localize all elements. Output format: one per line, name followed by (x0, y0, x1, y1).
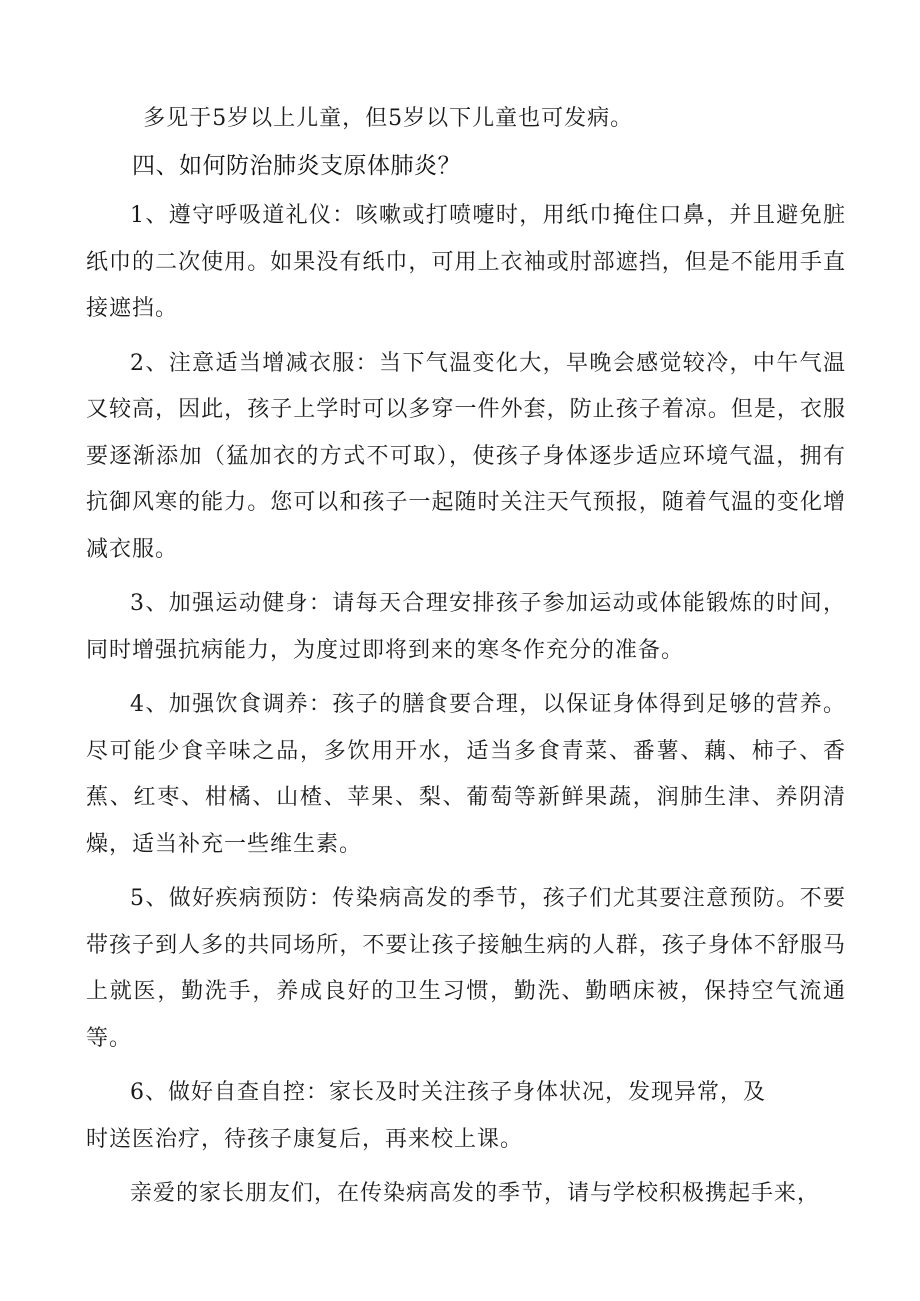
paragraph-6-line-1: 6、做好自查自控：家长及时关注孩子身体状况，发现异常，及 (130, 1080, 766, 1105)
closing-paragraph: 亲爱的家长朋友们，在传染病高发的季节，请与学校积极携起手来， (130, 1181, 821, 1206)
paragraph-6-line-2: 时送医治疗，待孩子康复后，再来校上课。 (86, 1126, 524, 1152)
paragraph-3: 3、加强运动健身：请每天合理安排孩子参加运动或体能锻炼的时间，同时增强抗病能力，为度过即将到来的寒冬作充分的准备。 (86, 591, 846, 663)
intro-paragraph: 多见于5岁以上儿童，但5岁以下儿童也可发病。 (143, 106, 634, 131)
section-heading: 四、如何防治肺炎支原体肺炎？ (132, 152, 461, 179)
paragraph-5: 5、做好疾病预防：传染病高发的季节，孩子们尤其要注意预防。不要带孩子到人多的共同场所，不要让孩子接触生病的人群，孩子身体不舒服马上就医，勤洗手，养成良好的卫生习惯，勤洗、勤晒床被，保持空气流通等。 (86, 886, 846, 1051)
paragraph-2: 2、注意适当增减衣服：当下气温变化大，早晚会感觉较冷，中午气温又较高，因此，孩子上学时可以多穿一件外套，防止孩子着凉。但是，衣服要逐渐添加（猛加衣的方式不可取），使孩子身体逐步适应环境气温，拥有抗御风寒的能力。您可以和孩子一起随时关注天气预报，随着气温的变化增减衣服。 (86, 350, 846, 562)
document-body (86, 96, 846, 1218)
paragraph-4: 4、加强饮食调养：孩子的膳食要合理，以保证身体得到足够的营养。尽可能少食辛味之品，多饮用开水，适当多食青菜、番薯、藕、柿子、香蕉、红枣、柑橘、山楂、苹果、梨、葡萄等新鲜果蔬，润肺生津、养阴清燥，适当补充一些维生素。 (86, 692, 846, 857)
paragraph-1: 1、遵守呼吸道礼仪：咳嗽或打喷嚏时，用纸巾掩住口鼻，并且避免脏纸巾的二次使用。如果没有纸巾，可用上衣袖或肘部遮挡，但是不能用手直接遮挡。 (86, 203, 846, 321)
